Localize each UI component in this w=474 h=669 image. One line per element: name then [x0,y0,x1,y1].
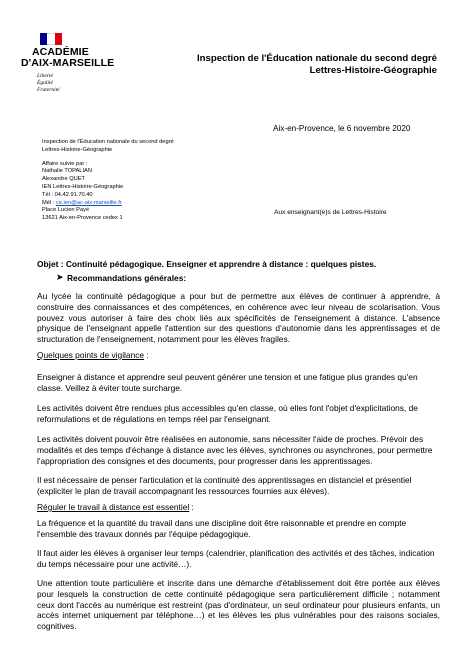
motto-fraternite: Fraternité [37,87,60,93]
sender-block [42,139,174,223]
regulate-heading-suffix: : [189,502,194,512]
regulate-heading-text: Réguler le travail à distance est essentiel [37,502,190,512]
sender-name1: Nathalie TOPALIAN [42,168,92,175]
vigilance-heading-suffix: : [144,350,149,360]
paragraph-organize-time: Il faut aider les élèves à organiser leur temps (calendrier, planification des activités et des tâches, indication du temps nécessaire pour une activité…). [37,548,435,569]
sender-mel-label: Mél : [42,199,56,206]
sender-ien: IEN Lettres-Histoire-Géographie [42,183,124,190]
republic-motto [37,73,60,94]
header-title-line2: Lettres-Histoire-Géographie [309,65,437,76]
arrow-bullet-icon: ➤ [56,272,64,282]
sender-line2: Lettres-Histoire-Géographie [42,146,113,153]
flag-blue-stripe [40,33,47,45]
paragraph-fatigue: Enseigner à distance et apprendre seul peuvent générer une tension et une fatigue plus grandes qu'en classe. Veillez à éviter toute surcharge. [37,372,418,393]
sender-address1: Place Lucien Payé [42,207,90,214]
paragraph-articulation: Il est nécessaire de penser l'articulation et la continuité des apprentissages en distanciel et présentiel (expliciter le plan de travail accompagnant les ressources fournies aux élèves). [37,475,412,496]
letter-date: Aix-en-Provence, le 6 novembre 2020 [273,124,411,133]
sender-tel: Tél : 04.42.91.70.40 [42,191,93,198]
logo-name-line2: D'AIX-MARSEILLE [21,57,115,69]
letter-subject: Objet : Continuité pédagogique. Enseigner et apprendre à distance : quelques pistes. [37,259,377,269]
sender-line1: Inspection de l'Éducation nationale du second degré [42,139,174,145]
academie-logo-text [21,47,114,69]
sender-name2: Alexandre QUET [42,176,85,183]
flag-red-stripe [55,33,62,45]
paragraph-vulnerable-students: Une attention toute particulière et inscrite dans une démarche d'établissement doit être portée aux élèves pour lesquels la construction de cette continuité pédagogique sera particulièrement difficile ; notamment ceux dont l'accès au numérique est restreint (pas d'ordinateur, un seul ordinateur pour plusieurs enfants, un accès internet uniquement par téléphone…) et les élèves les plus vulnérables pour des raisons sociales, cognitives. [37,578,440,632]
paragraph-frequency: La fréquence et la quantité du travail dans une discipline doit être raisonnable et prendre en compte l'ensemble des travaux donnés par l'équipe pédagogique. [37,518,407,539]
vigilance-heading-text: Quelques points de vigilance [37,350,145,360]
recommendations-heading: Recommandations générales: [67,273,187,283]
regulate-heading [37,502,440,513]
document-header-title [137,53,437,77]
header-title-line1: Inspection de l'Éducation nationale du second degré [196,53,437,64]
sender-address2: 13621 Aix-en-Provence cedex 1 [42,215,123,222]
email-link[interactable]: ce.ien@ac-aix-marseille.fr [55,199,122,206]
logo-name-line1: ACADÉMIE [32,46,89,58]
motto-egalite: Égalité [37,80,53,86]
paragraph-accessibility: Les activités doivent être rendues plus accessibles qu'en classe, où elles font l'objet d'explicitations, de reformulations et de régulations en temps réel par l'enseignant. [37,403,418,424]
recipient: Aux enseignant(e)s de Lettres-Histoire [274,209,387,216]
vigilance-heading [37,350,440,361]
french-flag-icon [40,33,62,45]
sender-affaire: Affaire suivie par : [42,160,88,167]
flag-white-stripe [47,33,54,45]
sender-mel-row [42,200,174,208]
paragraph-intro: Au lycée la continuité pédagogique a pour but de permettre aux élèves de continuer à apprendre, à construire des connaissances et des compétences, en cohérence avec leur niveau de scolarisation. Vous pouvez vous autoriser à faire des choix liés aux spécificités de l'enseignement à distance. L'absence physique de l'enseignant appelle l'attention sur des questions d'autonomie dans les apprentissages et de structuration de l'enseignement, notamment pour les élèves fragiles. [37,291,440,345]
paragraph-autonomy: Les activités doivent pouvoir être réalisées en autonomie, sans nécessiter l'aide de proches. Prévoir des modalités et des temps d'échange à distance avec les élèves, synchrones ou asynchrones, pour permettre l'appropriation des consignes et des documents, pour progresser dans les apprentissages. [37,434,433,466]
motto-liberte: Liberté [37,73,53,79]
